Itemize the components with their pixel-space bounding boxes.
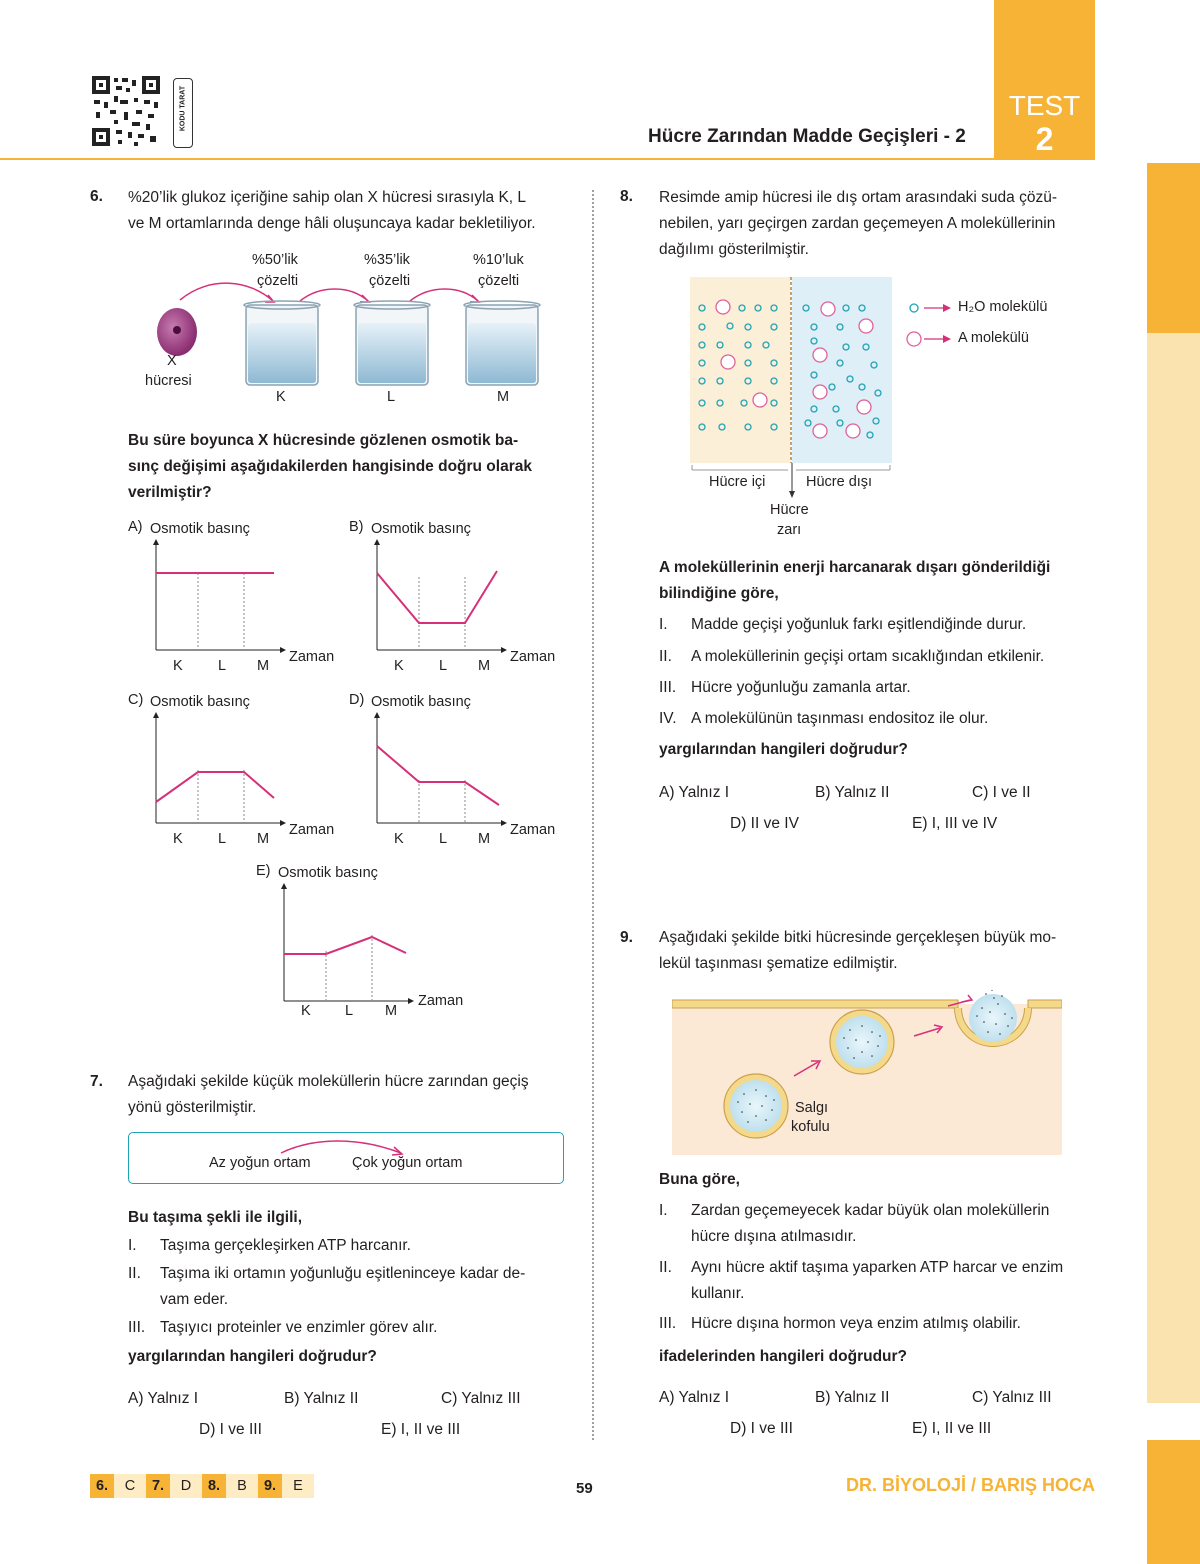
- q9-option-a[interactable]: A) Yalnız I: [659, 1389, 730, 1406]
- graph-e-letter: E): [256, 863, 271, 879]
- graph-b-tick-m: M: [478, 658, 491, 674]
- inside-label: Hücre içi: [709, 474, 766, 490]
- q8-text-line-3: dağılımı gösterilmiştir.: [659, 241, 809, 258]
- header-rule: [0, 158, 994, 160]
- graph-e[interactable]: [254, 861, 474, 1026]
- graph-e-curve: [284, 937, 406, 954]
- q8-item-4: [659, 706, 988, 732]
- q8-number: 8.: [620, 188, 633, 205]
- beaker-l: [354, 301, 430, 385]
- graph-b-ylabel: Osmotik basınç: [371, 521, 471, 537]
- graph-b-curve: [377, 571, 497, 623]
- graph-c-xlabel: Zaman: [289, 822, 335, 838]
- qr-caption-box: [173, 78, 193, 148]
- graph-d-xlabel: Zaman: [510, 822, 556, 838]
- graph-c-tick-m: M: [257, 831, 270, 847]
- column-divider: [592, 190, 594, 1440]
- graph-d-letter: D): [349, 692, 365, 708]
- q9-ask: ifadelerinden hangileri doğrudur?: [659, 1348, 908, 1365]
- q9-item-1-text: Zardan geçemeyecek kadar büyük olan moleküllerin: [691, 1202, 1050, 1219]
- q7-item-3: [128, 1315, 437, 1341]
- legend-a-symbol: [905, 330, 955, 353]
- q7-item-1-text: Taşıma gerçekleşirken ATP harcanır.: [160, 1237, 411, 1254]
- q8-text-line-2: nebilen, yarı geçirgen zardan geçemeyen A moleküllerinin: [659, 215, 1056, 232]
- q7-item-1: [128, 1233, 411, 1259]
- test-tab: [994, 0, 1095, 160]
- graph-a-letter: A): [128, 519, 143, 535]
- q9-text-line-2: lekül taşınması şematize edilmiştir.: [659, 955, 898, 972]
- q9-item-3: [659, 1311, 1021, 1337]
- q7-item-2-cont: vam eder.: [160, 1291, 229, 1308]
- q8-option-c[interactable]: C) I ve II: [972, 784, 1031, 801]
- beaker-k-name: K: [276, 389, 286, 405]
- q8-item-3-text: Hücre yoğunluğu zamanla artar.: [691, 679, 911, 696]
- q7-item-2: [128, 1261, 525, 1287]
- right-accent-bar-bottom: [1147, 1440, 1200, 1564]
- q9-option-c[interactable]: C) Yalnız III: [972, 1389, 1052, 1406]
- q7-number: 7.: [90, 1073, 103, 1090]
- graph-d-tick-l: L: [439, 831, 448, 847]
- q8-item-4-text: A molekülünün taşınması endositoz ile olur.: [691, 710, 989, 727]
- q6-text-line-2: ve M ortamlarında denge hâli oluşuncaya kadar bekletiliyor.: [128, 215, 536, 232]
- beaker-k-top-2: çözelti: [257, 273, 299, 289]
- q8-lead-line-2: bilindiğine göre,: [659, 585, 779, 602]
- graph-d-tick-k: K: [394, 831, 404, 847]
- q9-item-2-roman: II.: [659, 1259, 672, 1276]
- q7-item-1-roman: I.: [128, 1237, 137, 1254]
- q7-option-d[interactable]: D) I ve III: [199, 1421, 262, 1438]
- q6-question-line-2: sınç değişimi aşağıdakilerden hangisinde doğru olarak: [128, 458, 532, 475]
- q8-option-e[interactable]: E) I, III ve IV: [912, 815, 998, 832]
- q7-option-e[interactable]: E) I, II ve III: [381, 1421, 461, 1438]
- answer-9-value: E: [282, 1474, 314, 1498]
- q7-item-2-roman: II.: [128, 1265, 141, 1282]
- graph-b-tick-k: K: [394, 658, 404, 674]
- legend-a-label: A molekülü: [958, 330, 1029, 346]
- q6-question-line-3: verilmiştir?: [128, 484, 212, 501]
- q9-number: 9.: [620, 929, 633, 946]
- graph-b-letter: B): [349, 519, 364, 535]
- q7-item-3-text: Taşıyıcı proteinler ve enzimler görev alır.: [160, 1319, 438, 1336]
- q9-item-1-roman: I.: [659, 1202, 668, 1219]
- vesicle-label-2: kofulu: [791, 1119, 830, 1135]
- legend-h2o-symbol: [907, 300, 955, 321]
- q8-option-a[interactable]: A) Yalnız I: [659, 784, 730, 801]
- beaker-m: [464, 301, 540, 385]
- q7-direction-box: [128, 1132, 564, 1184]
- membrane-label-2: zarı: [777, 522, 802, 538]
- graph-e-tick-k: K: [301, 1003, 311, 1019]
- q9-option-e[interactable]: E) I, II ve III: [912, 1420, 992, 1437]
- legend-h2o-label: H₂O molekülü: [958, 299, 1048, 315]
- graph-e-xlabel: Zaman: [418, 993, 464, 1009]
- q8-option-b[interactable]: B) Yalnız II: [815, 784, 890, 801]
- q8-item-2: [659, 644, 1044, 670]
- graph-a-tick-k: K: [173, 658, 183, 674]
- qr-caption: KODU TARAT: [179, 85, 187, 132]
- q8-option-d[interactable]: D) II ve IV: [730, 815, 799, 832]
- graph-c-ylabel: Osmotik basınç: [150, 694, 250, 710]
- vesicle-label-1: Salgı: [795, 1100, 829, 1116]
- page-title: Hücre Zarından Madde Geçişleri - 2: [648, 126, 966, 147]
- graph-d-ylabel: Osmotik basınç: [371, 694, 471, 710]
- graph-c-curve: [156, 772, 274, 802]
- beaker-l-top-2: çözelti: [369, 273, 411, 289]
- q9-item-2-cont: kullanır.: [691, 1285, 745, 1302]
- graph-d-tick-m: M: [478, 831, 491, 847]
- arrow-l-to-m: [410, 289, 478, 301]
- q6-question-line-1: Bu süre boyunca X hücresinde gözlenen osmotik ba-: [128, 432, 519, 449]
- q8-item-4-roman: IV.: [659, 710, 677, 727]
- q7-text-line-1: Aşağıdaki şekilde küçük moleküllerin hücre zarından geçiş: [128, 1073, 529, 1090]
- brand: DR. BİYOLOJİ / BARIŞ HOCA: [846, 1475, 1096, 1495]
- answer-7-number: 7.: [146, 1474, 170, 1498]
- test-label: TEST: [1008, 90, 1081, 121]
- answer-6-value: C: [114, 1474, 146, 1498]
- beaker-m-top-2: çözelti: [478, 273, 520, 289]
- q9-text-line-1: Aşağıdaki şekilde bitki hücresinde gerçekleşen büyük mo-: [659, 929, 1057, 946]
- q9-item-3-text: Hücre dışına hormon veya enzim atılmış olabilir.: [691, 1315, 1021, 1332]
- q7-option-c[interactable]: C) Yalnız III: [441, 1390, 521, 1407]
- graph-e-tick-m: M: [385, 1003, 398, 1019]
- direction-arrow: [281, 1141, 401, 1153]
- answer-key: [90, 1474, 314, 1498]
- graph-b-xlabel: Zaman: [510, 649, 556, 665]
- box-left-label: Az yoğun ortam: [209, 1155, 311, 1171]
- answer-8-value: B: [226, 1474, 258, 1498]
- beaker-l-top-1: %35’lik: [364, 252, 410, 268]
- q6-number: 6.: [90, 188, 103, 205]
- q9-lead: Buna göre,: [659, 1171, 740, 1188]
- graph-c-tick-l: L: [218, 831, 227, 847]
- q8-lead-line-1: A moleküllerinin enerji harcanarak dışarı gönderildiği: [659, 559, 1051, 576]
- q7-option-a[interactable]: A) Yalnız I: [128, 1390, 199, 1407]
- graph-c-tick-k: K: [173, 831, 183, 847]
- q9-item-2: [659, 1255, 1063, 1281]
- beaker-k: [244, 301, 320, 385]
- answer-7-value: D: [170, 1474, 202, 1498]
- q9-exocytosis-figure: [672, 990, 1062, 1155]
- q9-item-3-roman: III.: [659, 1315, 677, 1332]
- membrane-label-1: Hücre: [770, 502, 809, 518]
- right-accent-bar-dark: [1147, 163, 1200, 333]
- answer-6-number: 6.: [90, 1474, 114, 1498]
- x-cell: [157, 308, 197, 356]
- x-cell-label-2: hücresi: [145, 373, 192, 389]
- graph-b[interactable]: [347, 517, 567, 682]
- q8-ask: yargılarından hangileri doğrudur?: [659, 741, 908, 758]
- page-number: 59: [576, 1480, 593, 1497]
- beaker-m-top-1: %10’luk: [473, 252, 524, 268]
- beaker-l-name: L: [387, 389, 396, 405]
- q8-item-3: [659, 675, 911, 701]
- graph-c[interactable]: [126, 690, 346, 855]
- q9-item-2-text: Aynı hücre aktif taşıma yaparken ATP harcar ve enzim: [691, 1259, 1064, 1276]
- graph-a-tick-m: M: [257, 658, 270, 674]
- graph-a-tick-l: L: [218, 658, 227, 674]
- q8-item-3-roman: III.: [659, 679, 677, 696]
- graph-a[interactable]: [126, 517, 346, 682]
- answer-9-number: 9.: [258, 1474, 282, 1498]
- x-cell-label-1: X: [167, 353, 177, 369]
- test-number: 2: [1035, 121, 1054, 157]
- q7-option-b[interactable]: B) Yalnız II: [284, 1390, 359, 1407]
- q7-text-line-2: yönü gösterilmiştir.: [128, 1099, 257, 1116]
- right-accent-bar: [1147, 163, 1200, 1403]
- q9-option-d[interactable]: D) I ve III: [730, 1420, 793, 1437]
- box-right-label: Çok yoğun ortam: [352, 1155, 463, 1171]
- q8-text-line-1: Resimde amip hücresi ile dış ortam arasındaki suda çözü-: [659, 189, 1058, 206]
- beaker-k-top-1: %50’lik: [252, 252, 298, 268]
- q9-item-1: [659, 1198, 1049, 1224]
- beaker-m-name: M: [497, 389, 510, 405]
- qr-code[interactable]: [88, 72, 164, 150]
- graph-d-curve: [377, 746, 499, 805]
- graph-d[interactable]: [347, 690, 567, 855]
- graph-a-xlabel: Zaman: [289, 649, 335, 665]
- q8-item-1-roman: I.: [659, 616, 668, 633]
- q7-item-2-text: Taşıma iki ortamın yoğunluğu eşitleninceye kadar de-: [160, 1265, 526, 1282]
- graph-c-letter: C): [128, 692, 144, 708]
- outside-label: Hücre dışı: [806, 474, 873, 490]
- q9-item-1-cont: hücre dışına atılmasıdır.: [691, 1228, 857, 1245]
- graph-e-ylabel: Osmotik basınç: [278, 865, 378, 881]
- graph-e-tick-l: L: [345, 1003, 354, 1019]
- q8-item-1: [659, 612, 1026, 638]
- arrow-k-to-l: [300, 289, 368, 301]
- q8-amoeba-figure: [690, 275, 900, 505]
- answer-8-number: 8.: [202, 1474, 226, 1498]
- q7-item-3-roman: III.: [128, 1319, 146, 1336]
- q7-lead: Bu taşıma şekli ile ilgili,: [128, 1209, 303, 1226]
- graph-a-ylabel: Osmotik basınç: [150, 521, 250, 537]
- q7-ask: yargılarından hangileri doğrudur?: [128, 1348, 377, 1365]
- graph-b-tick-l: L: [439, 658, 448, 674]
- q6-text-line-1: %20’lik glukoz içeriğine sahip olan X hücresi sırasıyla K, L: [128, 189, 527, 206]
- q8-item-2-text: A moleküllerinin geçişi ortam sıcaklığından etkilenir.: [691, 648, 1045, 665]
- q8-item-2-roman: II.: [659, 648, 672, 665]
- q8-item-1-text: Madde geçişi yoğunluk farkı eşitlendiğinde durur.: [691, 616, 1027, 633]
- q9-option-b[interactable]: B) Yalnız II: [815, 1389, 890, 1406]
